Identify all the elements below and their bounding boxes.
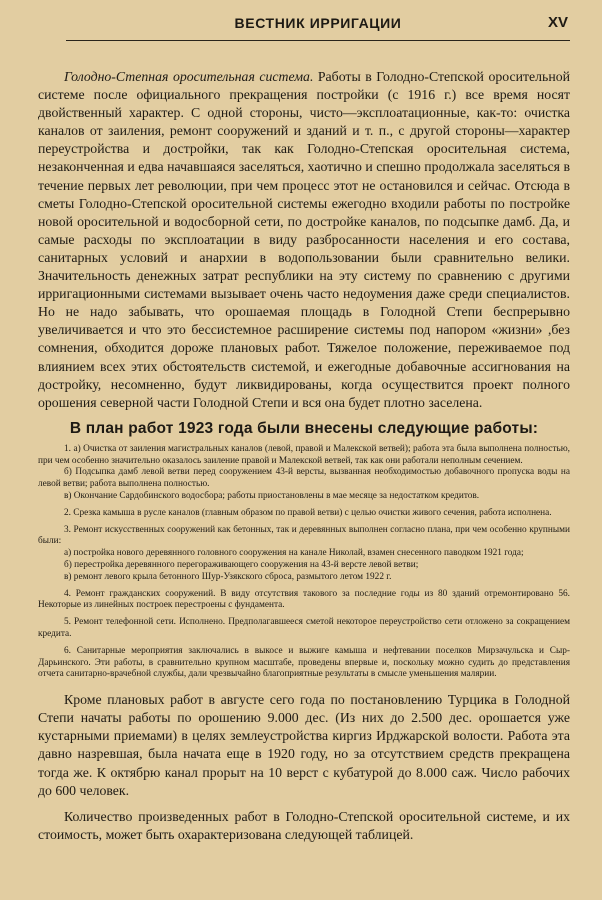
work-subitem: в) ремонт левого крыла бетонного Шур-Узякского сброса, размытого летом 1922 г. xyxy=(64,571,392,582)
work-item xyxy=(38,508,570,520)
paragraph-turcik: Кроме плановых работ в августе сего года по постановлению Турцика в Голодной Степи начаты работы по орошению 9.000 дес. (Из них до 2.500 дес. орошается уже кустарными приемами) в целях землеустройства киргиз Ирджарской волости. Работа эта давно назревшая, была начата еще в 1920 году, но за отсутствием средств прекращена тогда же. К октябрю канал прорыт на 10 верст с кубатурой до 8.000 саж. Число рабочих до 600 человек. xyxy=(38,692,570,798)
works-list xyxy=(38,444,570,681)
journal-title: ВЕСТНИК ИРРИГАЦИИ xyxy=(234,15,402,31)
work-item xyxy=(38,646,570,681)
work-item xyxy=(38,589,570,613)
work-item-text: 1. а) Очистка от заиления магистральных каналов (левой, правой и Малекской ветвей); работа эта была выполнена полностью, при чем особенно значительно оказалось заиление правой и Малекской ветвей, так как они работали неполным сечением. xyxy=(38,443,570,466)
plan-heading: В план работ 1923 года были внесены следующие работы: xyxy=(69,419,539,437)
running-header xyxy=(66,0,570,41)
work-subitem: в) Окончание Сардобинского водосбора; работы приостановлены в мае месяце за недостатком кредитов. xyxy=(64,490,480,501)
work-subitem: б) Подсыпка дамб левой ветви перед сооружением 43-й версты, вызванная необходимостью добавочного пропуска воды на левой ветви; работа выполнена полностью. xyxy=(38,467,570,490)
work-subitem: а) постройка нового деревянного головного сооружения на канале Николай, взамен снесенного паводком 1921 года; xyxy=(64,548,524,559)
paragraph-table-intro: Количество произведенных работ в Голодно-Степской оросительной системе, и их стоимость, может быть охарактеризована следующей таблицей. xyxy=(38,808,570,842)
work-subitem: б) перестройка деревянного перегораживающего сооружения на 43-й версте левой ветви; xyxy=(64,559,419,570)
work-item-text: 4. Ремонт гражданских сооружений. В виду отсутствия такового за последние годы из 80 зданий отремонтировано 56. Некоторые из линейных построек перестроены с фундамента. xyxy=(38,588,570,611)
work-item-text: 3. Ремонт искусственных сооружений как бетонных, так и деревянных выполнен согласно плана, при чем особенно крупными были: xyxy=(38,524,570,547)
work-item-text: 6. Санитарные мероприятия заключались в выкосе и выжиге камыша и нефтевании поселков Мирзачульска и Сыр-Дарьинского. Эти работы, в сравнительно крупном масштабе, проведены впервые и, поскольку можно судить до представления отчета санитарно-врачебной службы, дали чрезвычайно благоприятные результаты в смысле уменьшения малярии. xyxy=(38,645,570,680)
work-item-text: 5. Ремонт телефонной сети. Исполнено. Предполагавшееся сметой некоторое переустройство сети отложено за сокращением кредита. xyxy=(38,617,570,639)
work-item xyxy=(38,525,570,584)
work-item-text: 2. Срезка камыша в русле каналов (главным образом по правой ветви) с целью очистки живого сечения, работа исполнена. xyxy=(64,507,552,518)
work-item xyxy=(38,617,570,641)
intro-text: Работы в Голодно-Степской оросительной системе после официального прекращения постройки (с 1916 г.) все время носят двойственный характер. С одной стороны, чисто—эксплоатационные, как-то: очистка каналов от заиления, ремонт сооружений и зданий и т. п., с другой стороны—характер переустройства и достройки, так как Голодно-Степская оросительная система, незаконченная и едва начавшаяся заселяться, хаотично и спешно продолжала заселяться в течение первых лет революции, при чем процесс этот не остановился и сейчас. Отсюда в сметы Голодно-Степской оросительной системы ежегодно входили работы по постройке новой оросительной и водосборной сети, по достройке каналов, по подсыпке дамб. Да, и самые расходы по эксплоатации в виду разбросанности населения и его состава, санитарных условий и анархии в водопользовании были сравнительно велики. Значительность денежных затрат республики на эту систему по сравнению с другими ирригационными системами вызывает очень часто недоумения даже среди специалистов. Но не надо забывать, что орошаемая площадь в Голодной Степи беспрерывно увеличивается и что это бессистемное расширение системы под напором «жизни» ,без сомнения, обходится дороже плановых работ. Тяжелое положение, переживаемое под влиянием всех этих обстоятельств системой, и ежегодные добавочные ассигнования на достройку, несомненно, будут ликвидированы, когда осуществится проект полного орошения северной части Голодной Степи и вся она будет плотно заселена. xyxy=(38,69,570,410)
page-number: XV xyxy=(547,14,568,31)
section-lead: Голодно-Степная оросительная система. xyxy=(64,69,314,84)
work-item xyxy=(38,444,570,503)
intro-paragraph xyxy=(38,68,570,412)
